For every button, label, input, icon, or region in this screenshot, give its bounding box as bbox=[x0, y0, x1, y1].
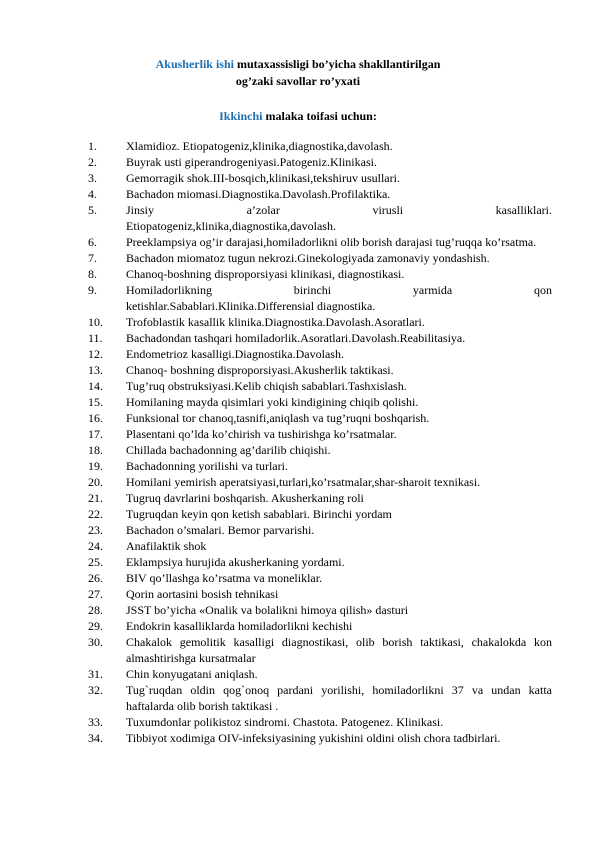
list-item bbox=[88, 314, 552, 330]
item-text: Bachadon miomasi.Diagnostika.Davolash.Profilaktika. bbox=[126, 187, 391, 201]
item-number: 18. bbox=[88, 443, 103, 457]
item-text-line: Homiladorlikning birinchi yarmida qon bbox=[126, 283, 552, 297]
list-item bbox=[88, 138, 552, 154]
item-number: 3. bbox=[88, 171, 97, 185]
item-number: 14. bbox=[88, 379, 103, 393]
item-text: Bachadondan tashqari homiladorlik.Asoratlari.Davolash.Reabilitasiya. bbox=[126, 331, 466, 345]
item-number: 2. bbox=[88, 155, 97, 169]
item-number: 1. bbox=[88, 139, 97, 153]
item-text: Chillada bachadonning ag’darilib chiqishi. bbox=[126, 443, 331, 457]
subheading-accent-word: Ikkinchi bbox=[219, 109, 263, 123]
list-item bbox=[88, 186, 552, 202]
item-number: 28. bbox=[88, 603, 103, 617]
item-text: Tugruq davrlarini boshqarish. Akusherkaning roli bbox=[126, 491, 364, 505]
item-text: Tug’ruq obstruksiyasi.Kelib chiqish sabablari.Tashxislash. bbox=[126, 379, 407, 393]
list-item bbox=[88, 282, 552, 314]
item-text: Endokrin kasalliklarda homiladorlikni kechishi bbox=[126, 619, 353, 633]
item-number: 32. bbox=[88, 683, 103, 697]
item-text: Plasentani qo’lda ko’chirish va tushirishga ko’rsatmalar. bbox=[126, 427, 397, 441]
item-text: Tug`ruqdan oldin qog`onoq pardani yorilishi, homiladorlikni 37 va undan katta haftalarda olib borish taktikasi . bbox=[126, 683, 552, 713]
item-number: 24. bbox=[88, 539, 103, 553]
item-number: 26. bbox=[88, 571, 103, 585]
list-item bbox=[88, 522, 552, 538]
item-number: 25. bbox=[88, 555, 103, 569]
list-item bbox=[88, 490, 552, 506]
list-item bbox=[88, 362, 552, 378]
item-number: 12. bbox=[88, 347, 103, 361]
item-text: Bachadon miomatoz tugun nekrozi.Ginekologiyada zamonaviy yondashish. bbox=[126, 251, 490, 265]
item-text: Homilani yemirish aperatsiyasi,turlari,ko’rsatmalar,shar-sharoit texnikasi. bbox=[126, 475, 481, 489]
category-subheading bbox=[0, 108, 596, 124]
list-item bbox=[88, 586, 552, 602]
item-number: 10. bbox=[88, 315, 103, 329]
item-text: Chakalok gemolitik kasalligi diagnostikasi, olib borish taktikasi, chakalokda kon almashtirishga kursatmalar bbox=[126, 635, 552, 665]
item-number: 33. bbox=[88, 715, 103, 729]
list-item bbox=[88, 506, 552, 522]
item-text: Anafilaktik shok bbox=[126, 539, 207, 553]
list-item bbox=[88, 554, 552, 570]
item-text-line: Etiopatogeniz,klinika,diagnostika,davolash. bbox=[126, 219, 336, 233]
title-line-2: og’zaki savollar ro’yxati bbox=[235, 74, 361, 88]
item-text: Homilaning mayda qisimlari yoki kindigining chiqib qolishi. bbox=[126, 395, 419, 409]
item-text: Buyrak usti giperandrogeniyasi.Patogeniz.Klinikasi. bbox=[126, 155, 377, 169]
item-number: 11. bbox=[88, 331, 103, 345]
item-number: 9. bbox=[88, 283, 97, 297]
list-item bbox=[88, 666, 552, 682]
list-item bbox=[88, 426, 552, 442]
item-text-line: ketishlar.Sabablari.Klinika.Differensial diagnostika. bbox=[126, 299, 376, 313]
list-item bbox=[88, 538, 552, 554]
item-text: BIV qo’llashga ko’rsatma va moneliklar. bbox=[126, 571, 323, 585]
list-item bbox=[88, 346, 552, 362]
item-number: 13. bbox=[88, 363, 103, 377]
title-rest: mutaxassisligi bo’yicha shakllantirilgan bbox=[234, 57, 441, 71]
item-number: 5. bbox=[88, 203, 97, 217]
item-text: Gemorragik shok.III-bosqich,klinikasi,tekshiruv usullari. bbox=[126, 171, 400, 185]
question-list bbox=[88, 138, 552, 746]
item-text: Qorin aortasini bosish tehnikasi bbox=[126, 587, 279, 601]
list-item bbox=[88, 170, 552, 186]
item-text bbox=[126, 282, 552, 314]
item-text: Endometrioz kasalligi.Diagnostika.Davolash. bbox=[126, 347, 344, 361]
subheading-rest: malaka toifasi uchun: bbox=[262, 109, 377, 123]
item-text bbox=[126, 202, 552, 234]
list-item bbox=[88, 394, 552, 410]
item-number: 8. bbox=[88, 267, 97, 281]
list-item bbox=[88, 266, 552, 282]
title-line-1 bbox=[0, 56, 596, 73]
item-text: Xlamidioz. Etiopatogeniz,klinika,diagnostika,davolash. bbox=[126, 139, 393, 153]
item-text-line: Jinsiy a’zolar virusli kasalliklari. bbox=[126, 203, 552, 217]
list-item bbox=[88, 154, 552, 170]
list-item bbox=[88, 442, 552, 458]
item-text: Chin konyugatani aniqlash. bbox=[126, 667, 258, 681]
item-text: Chanoq-boshning disproporsiyasi klinikasi, diagnostikasi. bbox=[126, 267, 405, 281]
item-number: 27. bbox=[88, 587, 103, 601]
item-number: 20. bbox=[88, 475, 103, 489]
item-number: 19. bbox=[88, 459, 103, 473]
item-text: Chanoq- boshning disproporsiyasi.Akusherlik taktikasi. bbox=[126, 363, 394, 377]
document-title bbox=[0, 56, 596, 90]
item-number: 7. bbox=[88, 251, 97, 265]
item-text: Preeklampsiya og’ir darajasi,homiladorlikni olib borish darajasi tug’ruqqa ko’rsatma. bbox=[126, 235, 537, 249]
item-number: 34. bbox=[88, 731, 103, 745]
item-text: Eklampsiya hurujida akusherkaning yordami. bbox=[126, 555, 345, 569]
list-item bbox=[88, 714, 552, 730]
list-item bbox=[88, 682, 552, 714]
list-item bbox=[88, 234, 552, 250]
item-text: Tibbiyot xodimiga OIV-infeksiyasining yukishini oldini olish chora tadbirlari. bbox=[126, 731, 501, 745]
item-number: 22. bbox=[88, 507, 103, 521]
list-item bbox=[88, 474, 552, 490]
item-number: 16. bbox=[88, 411, 103, 425]
item-text: Bachadon o’smalari. Bemor parvarishi. bbox=[126, 523, 315, 537]
item-text: Funksional tor chanoq,tasnifi,aniqlash va tug’ruqni boshqarish. bbox=[126, 411, 430, 425]
item-text: Bachadonning yorilishi va turlari. bbox=[126, 459, 288, 473]
item-number: 15. bbox=[88, 395, 103, 409]
list-item bbox=[88, 410, 552, 426]
item-text: Tuxumdonlar polikistoz sindromi. Chastota. Patogenez. Klinikasi. bbox=[126, 715, 444, 729]
item-number: 21. bbox=[88, 491, 103, 505]
list-item bbox=[88, 202, 552, 234]
item-text: Tugruqdan keyin qon ketish sabablari. Birinchi yordam bbox=[126, 507, 392, 521]
list-item bbox=[88, 570, 552, 586]
list-item bbox=[88, 378, 552, 394]
item-number: 4. bbox=[88, 187, 97, 201]
title-accent-word: Akusherlik ishi bbox=[155, 57, 234, 71]
list-item bbox=[88, 634, 552, 666]
list-item bbox=[88, 250, 552, 266]
list-item bbox=[88, 458, 552, 474]
item-text: Trofoblastik kasallik klinika.Diagnostika.Davolash.Asoratlari. bbox=[126, 315, 425, 329]
item-number: 17. bbox=[88, 427, 103, 441]
list-item bbox=[88, 730, 552, 746]
item-number: 23. bbox=[88, 523, 103, 537]
list-item bbox=[88, 602, 552, 618]
item-number: 31. bbox=[88, 667, 103, 681]
item-number: 30. bbox=[88, 635, 103, 649]
list-item bbox=[88, 330, 552, 346]
item-number: 29. bbox=[88, 619, 103, 633]
item-text: JSST bo’yicha «Onalik va bolalikni himoya qilish» dasturi bbox=[126, 603, 409, 617]
list-item bbox=[88, 618, 552, 634]
item-number: 6. bbox=[88, 235, 97, 249]
